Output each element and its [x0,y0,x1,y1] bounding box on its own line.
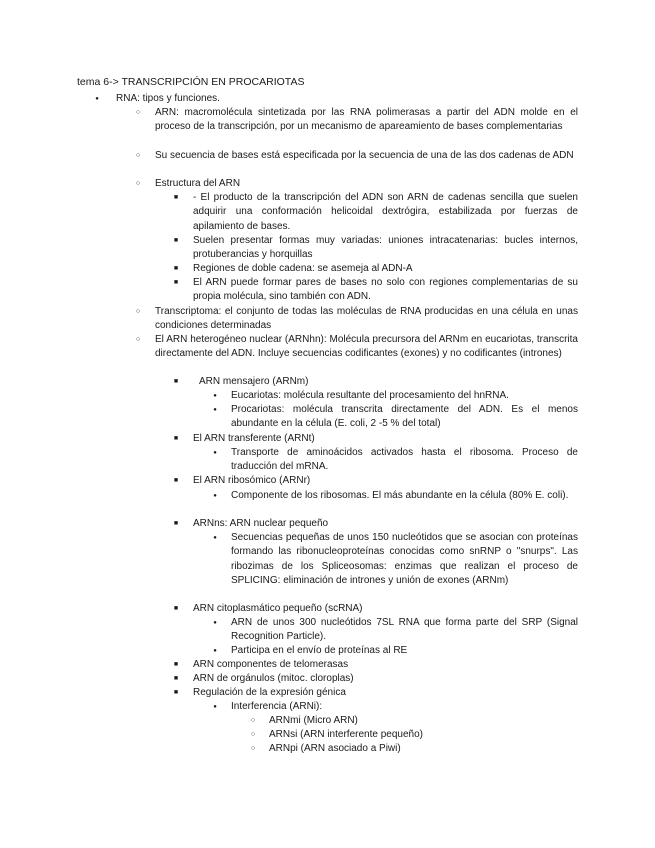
list-item-arnpi: ARNpi (ARN asociado a Piwi) [269,743,401,754]
bullet-disc-icon [209,700,221,715]
list-item-mensajero: ARN mensajero (ARNm) [199,376,309,387]
list-item-participa: Participa en el envío de proteínas al RE [231,645,408,656]
bullet-circle-icon [132,177,144,191]
bullet-square-icon [170,658,182,672]
bullet-disc-icon [209,446,221,461]
bullet-disc-icon [209,616,221,631]
list-item-eucariotas: Eucariotas: molécula resultante del procesamiento del hnRNA. [231,390,509,401]
list-item-organulos: ARN de orgánulos (mitoc. cloroplas) [193,673,354,684]
list-item-ribosomico: El ARN ribosómico (ARNr) [193,475,311,486]
list-item-estructura-3: Regiones de doble cadena: se asemeja al ADN-A [193,263,413,274]
bullet-circle-icon [132,106,144,120]
list-item-rna: RNA: tipos y funciones. [116,93,220,104]
list-item-secuencias: Secuencias pequeñas de unos 150 nucleótidos que se asocian con proteínas formando las ribonucleoproteínas conocidas como snRNP o "snurps". Las ribozimas de los Spliceosomas: enzimas que realizan el proceso de SPLICING: eliminación de intrones y unión de exones (ARNm) [231,532,578,586]
list-item-estructura: Estructura del ARN [155,178,241,189]
bullet-square-icon [170,517,182,531]
list-item-secuencia: Su secuencia de bases está especificada por la secuencia de una de las dos cadenas de ADN [155,150,574,161]
list-item-estructura-2: Suelen presentar formas muy variadas: uniones intracatenarias: bucles internos, protuberancias y horquillas [193,235,578,261]
list-item-scrna: ARN citoplasmático pequeño (scRNA) [193,603,363,614]
bullet-square-icon [170,234,182,248]
bullet-square-icon [170,276,182,290]
bullet-circle-icon [132,305,144,319]
list-item-hnrna: El ARN heterogéneo nuclear (ARNhn): Molécula precursora del ARNm en eucariotas, transcrita directamente del ADN. Incluye secuencias codificantes (exones) y no codificantes (intrones) [155,334,578,360]
bullet-circle-icon [132,333,144,347]
list-item-arn-definition: ARN: macromolécula sintetizada por las RNA polimerasas a partir del ADN molde en el proceso de la transcripción, por un mecanismo de apareamiento de bases complementarias [155,107,578,133]
list-item-srp: ARN de unos 300 nucleótidos 7SL RNA que forma parte del SRP (Signal Recognition Particle). [231,617,578,643]
bullet-disc-icon [209,531,221,546]
bullet-square-icon [170,375,182,389]
list-item-procariotas: Procariotas: molécula transcrita directamente del ADN. Es el menos abundante en la célula (E. coli, 2 -5 % del total) [231,404,578,430]
list-item-arnmi: ARNmi (Micro ARN) [269,715,358,726]
bullet-square-icon [170,191,182,205]
bullet-disc-icon [91,92,103,107]
bullet-square-icon [170,432,182,446]
list-item-transcriptoma: Transcriptoma: el conjunto de todas las moléculas de RNA producidas en una célula en unas condiciones determinadas [155,306,578,332]
bullet-square-icon [170,672,182,686]
bullet-disc-icon [209,644,221,659]
bullet-disc-icon [209,489,221,504]
bullet-square-icon [170,686,182,700]
list-item-arnns: ARNns: ARN nuclear pequeño [193,518,329,529]
page-title: tema 6-> TRANSCRIPCIÓN EN PROCARIOTAS [77,76,305,88]
bullet-disc-icon [209,389,221,404]
list-item-telomerasas: ARN componentes de telomerasas [193,659,349,670]
bullet-square-icon [170,602,182,616]
bullet-circle-icon [247,742,259,756]
bullet-circle-icon [247,714,259,728]
bullet-disc-icon [209,403,221,418]
list-item-interferencia: Interferencia (ARNi): [231,701,323,712]
bullet-square-icon [170,474,182,488]
bullet-circle-icon [132,149,144,163]
list-item-transferente: El ARN transferente (ARNt) [193,433,315,444]
bullet-square-icon [170,262,182,276]
bullet-circle-icon [247,728,259,742]
list-item-transporte: Transporte de aminoácidos activados hasta el ribosoma. Proceso de traducción del mRNA. [231,447,578,473]
list-item-arnsi: ARNsi (ARN interferente pequeño) [269,729,423,740]
list-item-estructura-1: - El producto de la transcripción del ADN son ARN de cadenas sencilla que suelen adquirir una conformación helicoidal dextrógira, estabilizada por fuerzas de apilamiento de bases. [193,192,578,232]
list-item-componente: Componente de los ribosomas. El más abundante en la célula (80% E. coli). [231,490,569,501]
list-item-regulacion: Regulación de la expresión génica [193,687,346,698]
list-item-estructura-4: El ARN puede formar pares de bases no solo con regiones complementarias de su propia molécula, sino también con ADN. [193,277,578,303]
